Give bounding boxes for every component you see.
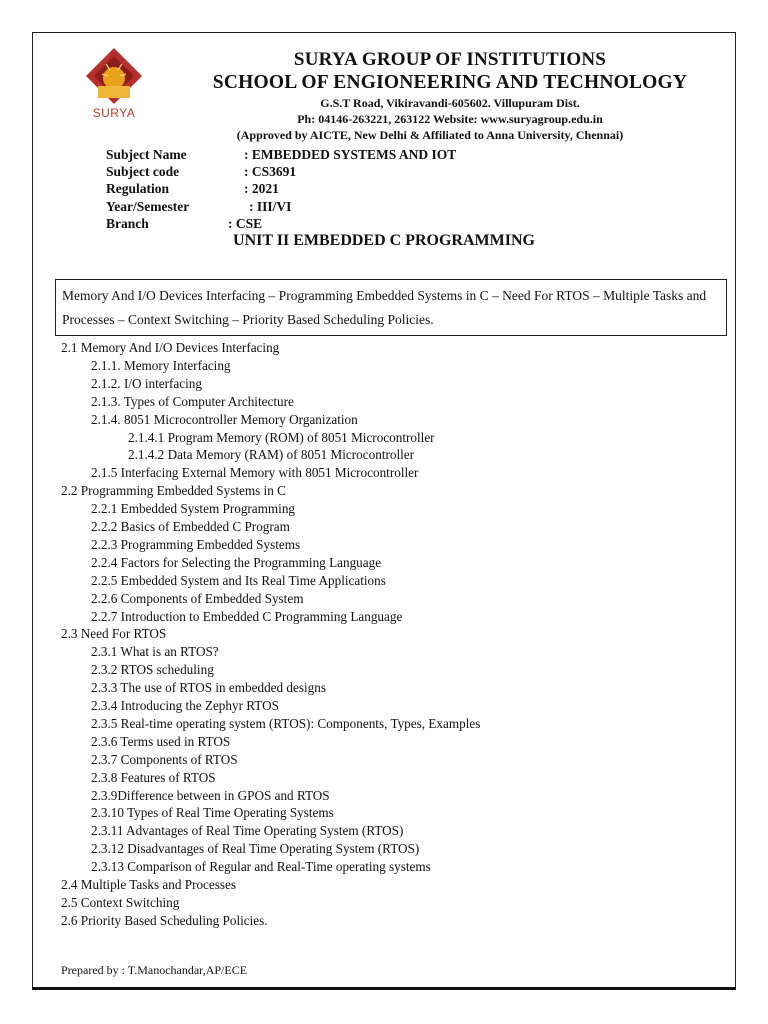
prepared-by: Prepared by : T.Manochandar,AP/ECE [61, 963, 248, 977]
toc-entry: 2.2 Programming Embedded Systems in C [61, 483, 286, 499]
surya-logo [66, 46, 162, 126]
toc-entry: 2.4 Multiple Tasks and Processes [61, 877, 237, 892]
toc-entry: 2.2.5 Embedded System and Its Real Time Applications [91, 572, 386, 588]
subject-name-value: : EMBEDDED SYSTEMS AND IOT [244, 147, 457, 162]
institution-name: SURYA GROUP OF INSTITUTIONS [293, 49, 607, 70]
toc-entry: 2.3.2 RTOS scheduling [91, 662, 214, 678]
toc-entry: 2.3.9Difference between in GPOS and RTOS [91, 787, 330, 803]
toc-entry: 2.3.12 Disadvantages of Real Time Operating System (RTOS) [91, 841, 420, 857]
regulation-value: : 2021 [244, 181, 279, 196]
branch-value: : CSE [228, 216, 263, 231]
logo-emblem-icon [66, 46, 162, 108]
toc-entry: 2.6 Priority Based Scheduling Policies. [61, 912, 268, 928]
toc-entry: 2.1.5 Interfacing External Memory with 8051 Microcontroller [91, 465, 419, 481]
toc-entry: 2.2.2 Basics of Embedded C Program [91, 519, 290, 534]
toc-entry: 2.2.3 Programming Embedded Systems [91, 536, 301, 552]
address-line: G.S.T Road, Vikiravandi-605602. Villupuram Dist. [320, 96, 580, 110]
toc-entry: 2.3 Need For RTOS [61, 626, 167, 642]
toc-entry: 2.3.11 Advantages of Real Time Operating System (RTOS) [91, 823, 404, 839]
toc-entry: 2.3.1 What is an RTOS? [91, 644, 219, 660]
toc-entry: 2.3.4 Introducing the Zephyr RTOS [91, 698, 279, 713]
toc-entry: 2.1.3. Types of Computer Architecture [91, 393, 294, 409]
toc-entry: 2.2.4 Factors for Selecting the Programming Language [91, 554, 382, 570]
year-semester-label: Year/Semester [106, 199, 190, 214]
toc-entry: 2.3.13 Comparison of Regular and Real-Time operating systems [91, 859, 431, 875]
regulation-label: Regulation [106, 181, 170, 196]
toc-entry: 2.3.3 The use of RTOS in embedded designs [91, 680, 326, 696]
branch-label: Branch [106, 216, 149, 231]
approval-line: (Approved by AICTE, New Delhi & Affiliated to Anna University, Chennai) [236, 128, 624, 142]
subject-code-label: Subject code [106, 164, 180, 179]
toc-entry: 2.3.8 Features of RTOS [91, 769, 216, 785]
toc-entry: 2.1.1. Memory Interfacing [91, 357, 231, 373]
toc-entry: 2.3.6 Terms used in RTOS [91, 733, 231, 749]
toc-entry: 2.2.6 Components of Embedded System [91, 590, 304, 606]
toc-entry: 2.3.7 Components of RTOS [91, 751, 238, 767]
subject-name-label: Subject Name [106, 147, 187, 162]
toc-entry: 2.1.4.1 Program Memory (ROM) of 8051 Microcontroller [128, 429, 435, 445]
syllabus-box: Memory And I/O Devices Interfacing – Programming Embedded Systems in C – Need For RTOS – Multiple Tasks and Processes – Context Switching – Priority Based Scheduling Policies. [55, 279, 727, 336]
year-semester-value: : III/VI [249, 199, 292, 214]
subject-code-value: : CS3691 [244, 164, 297, 179]
toc-entry: 2.3.10 Types of Real Time Operating Systems [91, 805, 334, 821]
toc-entry: 2.1 Memory And I/O Devices Interfacing [61, 340, 280, 355]
toc-entry: 2.1.4.2 Data Memory (RAM) of 8051 Microcontroller [128, 447, 415, 463]
toc-entry: 2.3.5 Real-time operating system (RTOS): Components, Types, Examples [91, 715, 481, 731]
school-name: SCHOOL OF ENGIONEERING AND TECHNOLOGY [212, 72, 688, 93]
logo-label: SURYA [92, 106, 136, 120]
toc-entry: 2.1.4. 8051 Microcontroller Memory Organization [91, 411, 358, 427]
toc-entry: 2.2.1 Embedded System Programming [91, 501, 296, 517]
unit-title: UNIT II EMBEDDED C PROGRAMMING [233, 232, 535, 249]
toc-entry: 2.1.2. I/O interfacing [91, 375, 202, 391]
contact-line: Ph: 04146-263221, 263122 Website: www.suryagroup.edu.in [297, 112, 603, 126]
toc-entry: 2.2.7 Introduction to Embedded C Programming Language [91, 608, 403, 624]
toc-entry: 2.5 Context Switching [61, 894, 180, 910]
